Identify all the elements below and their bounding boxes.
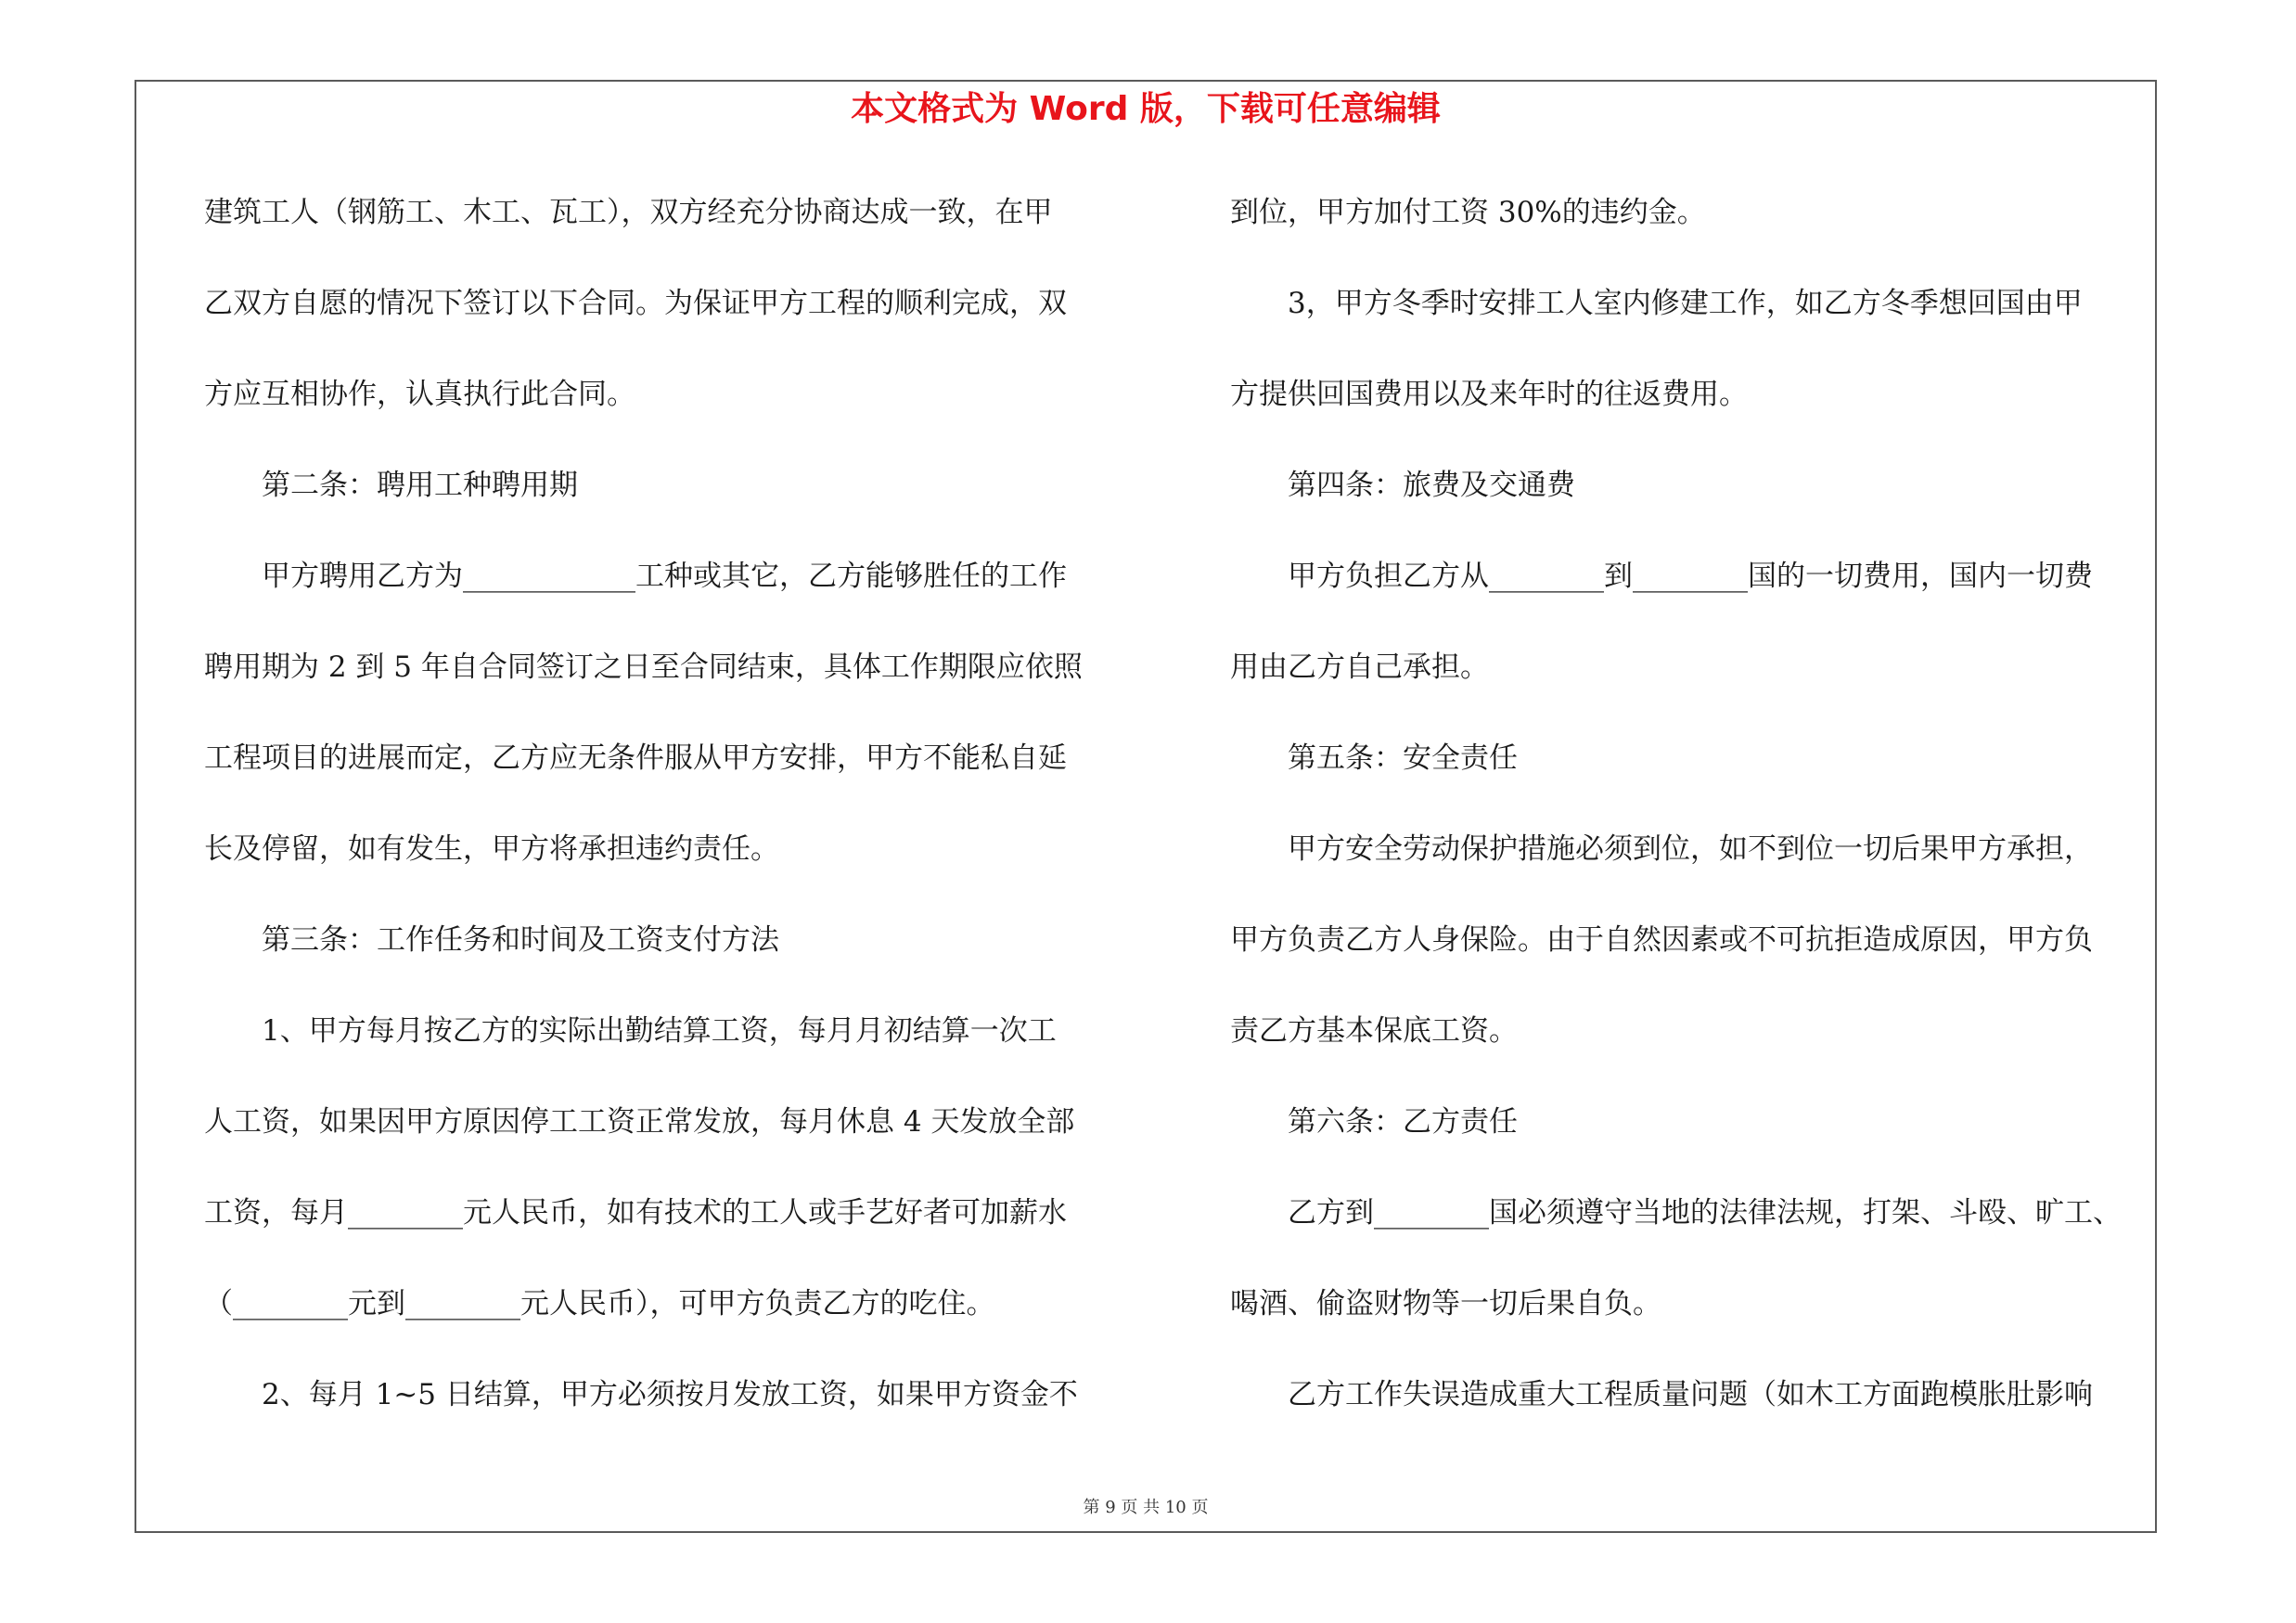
- text-line: 1、甲方每月按乙方的实际出勤结算工资，每月月初结算一次工: [204, 1014, 1057, 1048]
- text-line: （________元到________元人民币），可甲方负责乙方的吃住。: [204, 1287, 995, 1320]
- text-line: 方应互相协作，认真执行此合同。: [204, 378, 635, 411]
- text-line: 喝酒、偷盗财物等一切后果自负。: [1230, 1287, 1661, 1320]
- text-line: 3，甲方冬季时安排工人室内修建工作，如乙方冬季想回国由甲: [1230, 287, 2083, 320]
- text-line: 聘用期为 2 到 5 年自合同签订之日至合同结束，具体工作期限应依照: [204, 650, 1083, 684]
- text-line: 甲方负担乙方从________到________国的一切费用，国内一切费: [1230, 560, 2093, 593]
- text-line: 责乙方基本保底工资。: [1230, 1014, 1518, 1048]
- section-heading: 第三条：工作任务和时间及工资支付方法: [204, 923, 779, 957]
- text-line: 甲方安全劳动保护措施必须到位，如不到位一切后果甲方承担，: [1230, 832, 2093, 866]
- text-line: 人工资，如果因甲方原因停工工资正常发放，每月休息 4 天发放全部: [204, 1105, 1075, 1139]
- text-line: 工程项目的进展而定，乙方应无条件服从甲方安排，甲方不能私自延: [204, 741, 1067, 775]
- text-line: 到位，甲方加付工资 30%的违约金。: [1230, 196, 1706, 229]
- text-line: 工资，每月________元人民币，如有技术的工人或手艺好者可加薪水: [204, 1196, 1067, 1230]
- text-line: 甲方负责乙方人身保险。由于自然因素或不可抗拒造成原因，甲方负: [1230, 923, 2093, 957]
- section-heading: 第二条：聘用工种聘用期: [204, 469, 578, 502]
- text-line: 方提供回国费用以及来年时的往返费用。: [1230, 378, 1748, 411]
- section-heading: 第五条：安全责任: [1230, 741, 1518, 775]
- text-line: 乙双方自愿的情况下签订以下合同。为保证甲方工程的顺利完成，双: [204, 287, 1067, 320]
- page-number: 第 9 页 共 10 页: [1083, 1498, 1209, 1517]
- text-line: 长及停留，如有发生，甲方将承担违约责任。: [204, 832, 779, 866]
- text-line: 建筑工人（钢筋工、木工、瓦工），双方经充分协商达成一致，在甲: [204, 196, 1053, 229]
- header-banner: 本文格式为 Word 版，下载可任意编辑: [851, 90, 1441, 128]
- text-line: 用由乙方自己承担。: [1230, 650, 1489, 684]
- section-heading: 第六条：乙方责任: [1230, 1105, 1518, 1139]
- text-line: 乙方工作失误造成重大工程质量问题（如木工方面跑模胀肚影响: [1230, 1378, 2093, 1411]
- text-line: 2、每月 1~5 日结算，甲方必须按月发放工资，如果甲方资金不: [204, 1378, 1078, 1411]
- text-line: 甲方聘用乙方为____________工种或其它，乙方能够胜任的工作: [204, 560, 1067, 593]
- text-line: 乙方到________国必须遵守当地的法律法规，打架、斗殴、旷工、: [1230, 1196, 2122, 1230]
- section-heading: 第四条：旅费及交通费: [1230, 469, 1575, 502]
